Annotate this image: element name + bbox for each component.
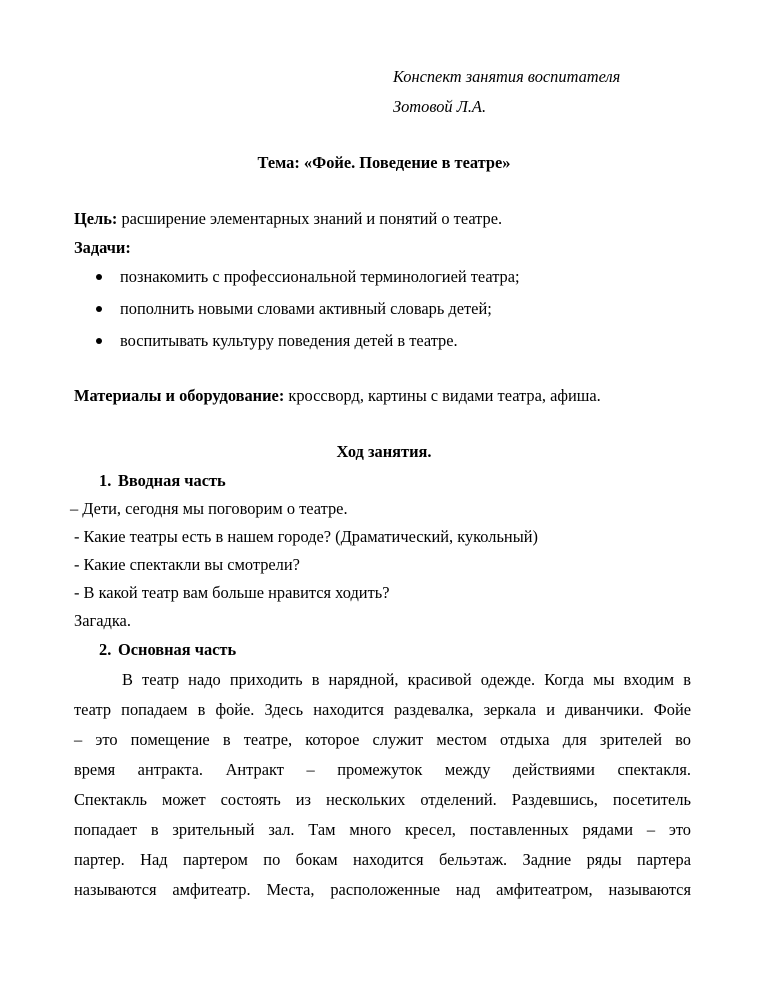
task-item: познакомить с профессиональной терминологией театра; xyxy=(120,267,520,286)
author-line-1: Конспект занятия воспитателя xyxy=(393,67,621,86)
dialogue-line: - Какие спектакли вы смотрели? xyxy=(74,555,300,574)
bullet-icon xyxy=(96,306,102,312)
materials-line xyxy=(74,386,601,406)
paragraph-line: – это помещение в театре, которое служит местом отдыха для зрителей во xyxy=(74,730,691,749)
dialogue-line: - В какой театр вам больше нравится ходить? xyxy=(74,583,390,602)
section-title: Вводная часть xyxy=(118,471,226,490)
goal-line xyxy=(74,209,502,229)
paragraph-line: называются амфитеатр. Места, расположенные над амфитеатром, называются xyxy=(74,880,691,899)
goal-text: расширение элементарных знаний и понятий о театре. xyxy=(117,209,503,228)
paragraph-line: В театр надо приходить в нарядной, красивой одежде. Когда мы входим в xyxy=(122,670,691,689)
task-item: воспитывать культуру поведения детей в театре. xyxy=(120,331,458,350)
paragraph-line: попадает в зрительный зал. Там много кресел, поставленных рядами – это xyxy=(74,820,691,839)
section-number: 2. xyxy=(99,640,112,659)
bullet-icon xyxy=(96,338,102,344)
section-title: Основная часть xyxy=(118,640,237,659)
tasks-label: Задачи: xyxy=(74,238,131,257)
paragraph-line: театр попадаем в фойе. Здесь находится раздевалка, зеркала и диванчики. Фойе xyxy=(74,700,691,719)
dialogue-line: - Какие театры есть в нашем городе? (Драматический, кукольный) xyxy=(74,527,538,546)
document-title: Тема: «Фойе. Поведение в театре» xyxy=(257,153,511,172)
lesson-heading: Ход занятия. xyxy=(336,442,432,461)
dialogue-line: – Дети, сегодня мы поговорим о театре. xyxy=(70,499,348,518)
bullet-icon xyxy=(96,274,102,280)
riddle-label: Загадка. xyxy=(74,611,131,630)
paragraph-line: время антракта. Антракт – промежуток между действиями спектакля. xyxy=(74,760,691,779)
paragraph-line: Спектакль может состоять из нескольких отделений. Раздевшись, посетитель xyxy=(74,790,691,809)
paragraph-line: партер. Над партером по бокам находится бельэтаж. Задние ряды партера xyxy=(74,850,691,869)
author-line-2: Зотовой Л.А. xyxy=(393,97,487,116)
materials-text: кроссворд, картины с видами театра, афиша. xyxy=(284,386,601,405)
goal-label: Цель: xyxy=(74,209,118,228)
materials-label: Материалы и оборудование: xyxy=(74,386,285,405)
section-number: 1. xyxy=(99,471,112,490)
task-item: пополнить новыми словами активный словарь детей; xyxy=(120,299,492,318)
